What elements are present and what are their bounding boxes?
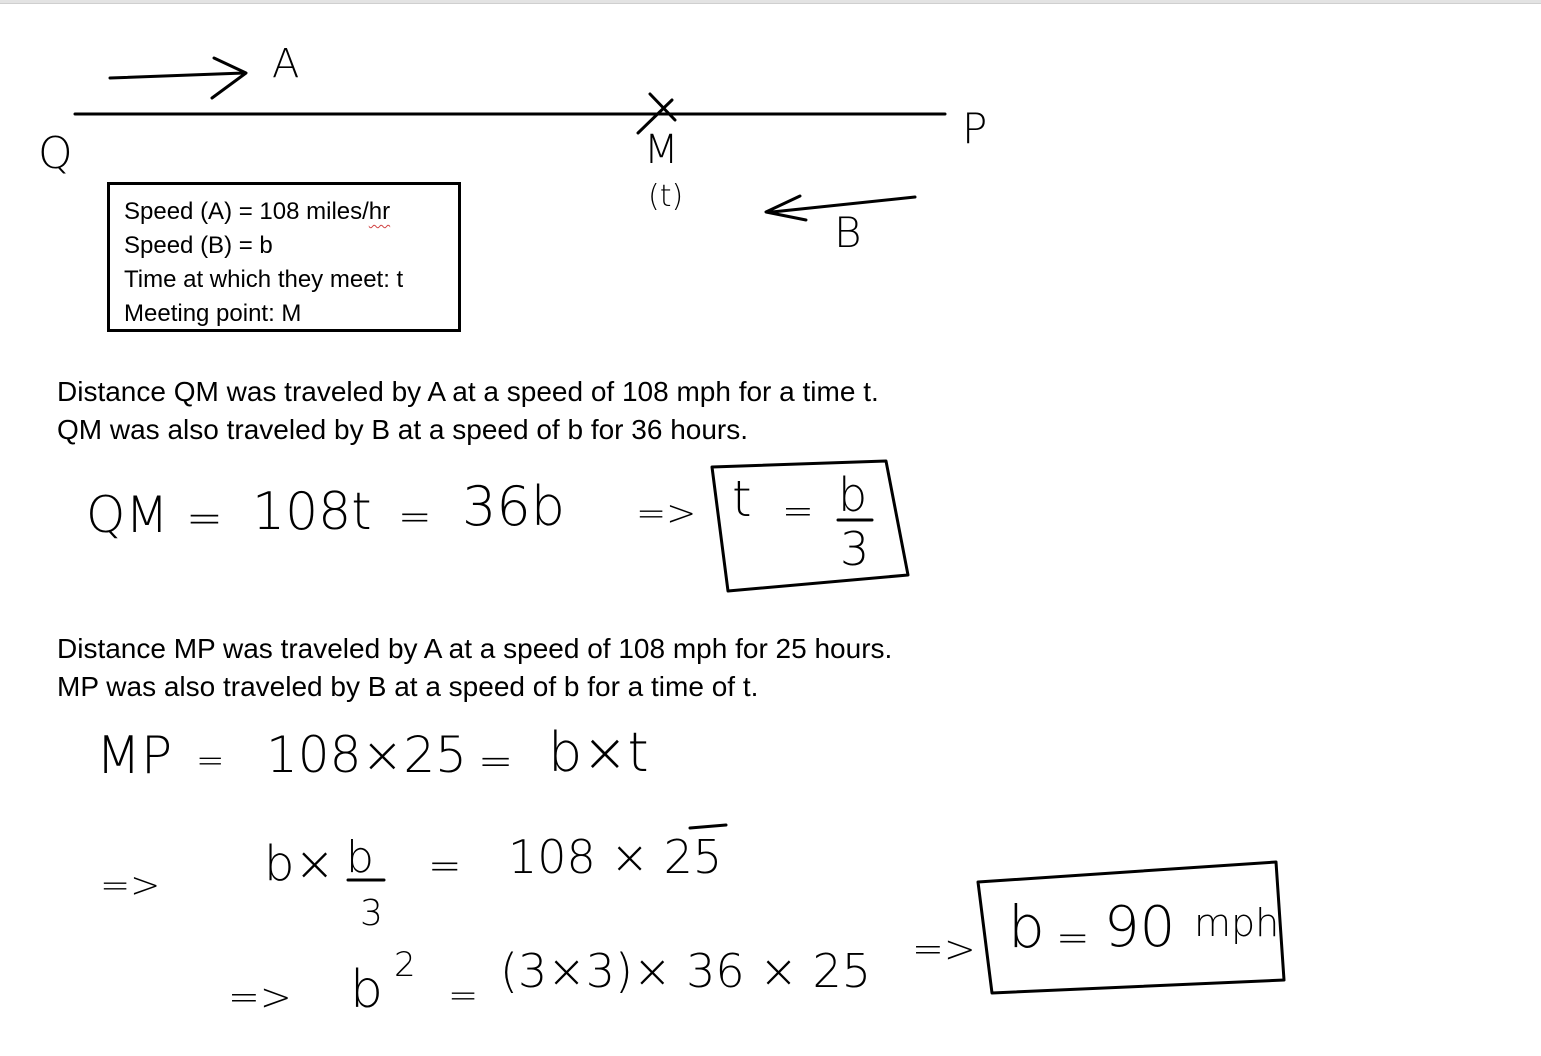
eq1-rhs: 36b [462,475,565,538]
eq1-boxed-t: t [732,470,752,528]
answer-unit: mph [1194,901,1280,945]
info-speed-a: Speed (A) = 108 miles/hr [124,198,391,225]
section2-line1: Distance MP was traveled by A at a speed of 108 mph for 25 hours. [57,633,893,664]
eq1-lhs: QM [86,486,169,544]
label-q: Q [38,128,73,179]
label-p: P [962,104,988,153]
eq2b-den: 3 [360,893,383,934]
eq2c-implies: => [228,975,292,1019]
eq2c-rhs: (3×3)× 36 × 25 [500,944,871,998]
eq2b-num: b [346,832,374,883]
eq1-implies: => [636,493,697,534]
answer-value: 90 [1104,895,1176,960]
info-speed-b: Speed (B) = b [124,232,273,259]
label-m: M [644,127,679,173]
eq2a-eq1: = [196,741,225,781]
section2-line2: MP was also traveled by B at a speed of b for a time of t. [57,671,759,702]
eq2a-rhs: b×t [548,721,649,784]
eq2a-eq2: = [478,736,514,785]
eq2c-implies2: => [912,927,976,971]
eq2b-eq: = [428,843,462,889]
info-meet-time: Time at which they meet: t [124,266,404,293]
eq2b-rhs: 108 × 25 [508,830,723,884]
answer-eq: = [1056,915,1090,961]
label-t-paren: (t) [648,179,684,214]
eq1-boxed-den: 3 [840,522,870,576]
label-a: A [272,41,300,87]
eq2b-implies: => [100,865,161,906]
label-b: B [834,208,862,257]
info-meet-point: Meeting point: M [124,300,302,327]
eq2b-lhs: b× [264,836,335,892]
info-box [107,182,461,332]
eq1-eq2: = [398,494,432,540]
eq1-mid: 108t [252,482,372,542]
eq1-eq1: = [186,493,223,544]
eq2a-mid: 108×25 [266,726,467,784]
eq2a-lhs: MP [96,726,173,786]
section1-line2: QM was also traveled by B at a speed of b for 36 hours. [57,414,749,445]
eq2c-exp: 2 [394,945,416,985]
eq2c-eq: = [448,975,479,1016]
eq2c-base: b [350,960,384,1020]
dash-mark [690,825,726,828]
arrow-a-icon [110,58,246,98]
spellcheck-word: hr [368,198,391,225]
eq1-boxed-num: b [838,468,868,522]
answer-b: b [1008,893,1045,961]
eq1-boxed-eq: = [782,489,814,533]
section1-line1: Distance QM was traveled by A at a speed of 108 mph for a time t. [57,376,879,407]
